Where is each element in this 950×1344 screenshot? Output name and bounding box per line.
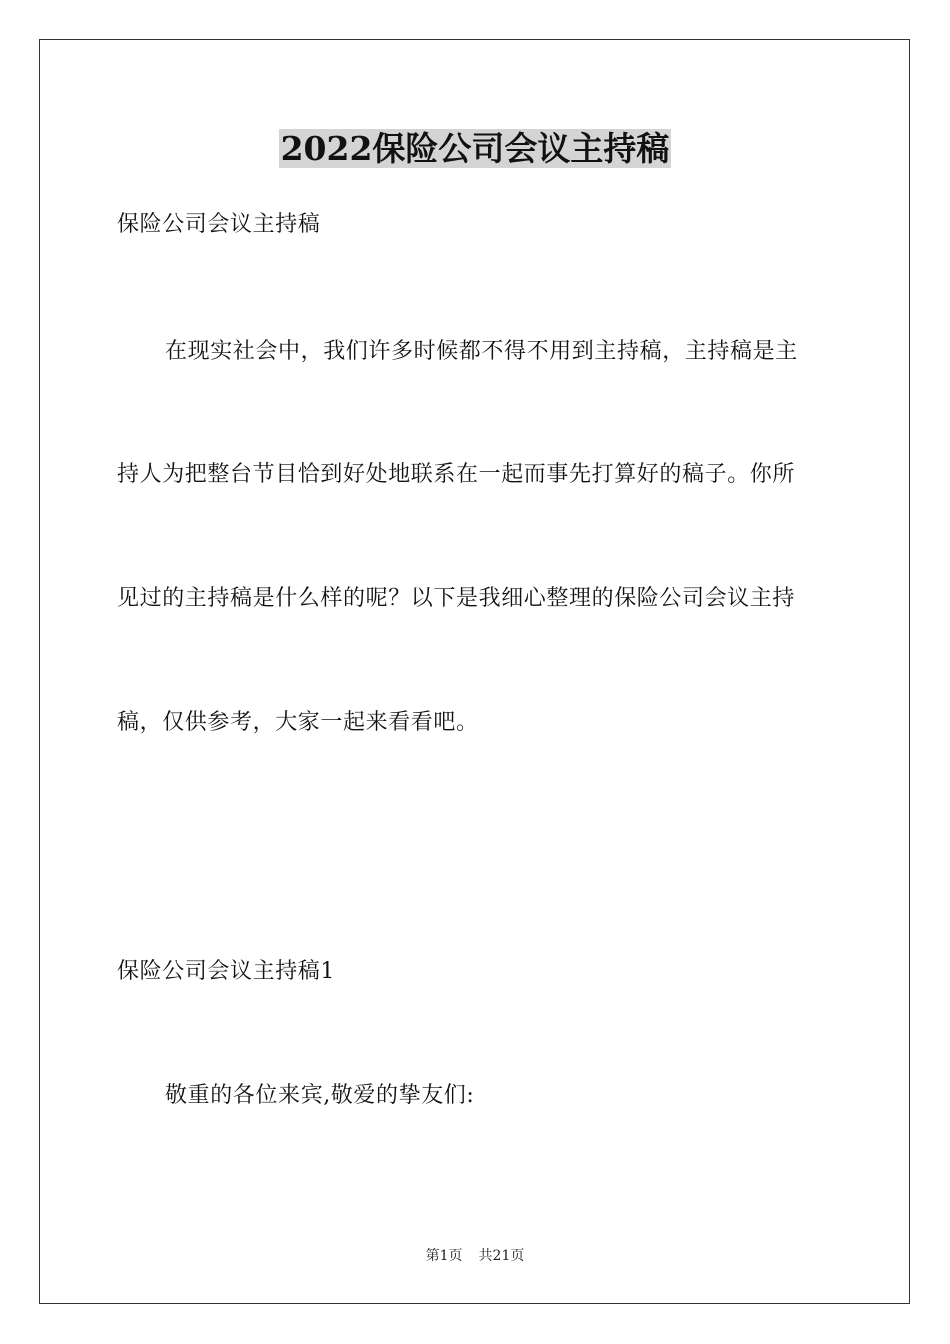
section-heading: 保险公司会议主持稿1 [117,959,335,984]
intro-line-3: 见过的主持稿是什么样的呢？以下是我细心整理的保险公司会议主持 [117,586,796,611]
page-number: 第1页 [425,1248,463,1264]
intro-line-1: 在现实社会中，我们许多时候都不得不用到主持稿，主持稿是主 [165,339,798,364]
intro-line-4: 稿，仅供参考，大家一起来看看吧。 [117,710,479,735]
greeting-line: 敬重的各位来宾,敬爱的挚友们: [165,1083,475,1108]
document-subtitle: 保险公司会议主持稿 [117,212,321,237]
intro-line-2: 持人为把整台节目恰到好处地联系在一起而事先打算好的稿子。你所 [117,462,796,487]
page-total: 共21页 [478,1248,525,1264]
page-footer [0,1247,950,1265]
document-title [0,128,950,170]
document-title-text: 2022保险公司会议主持稿 [280,129,670,168]
